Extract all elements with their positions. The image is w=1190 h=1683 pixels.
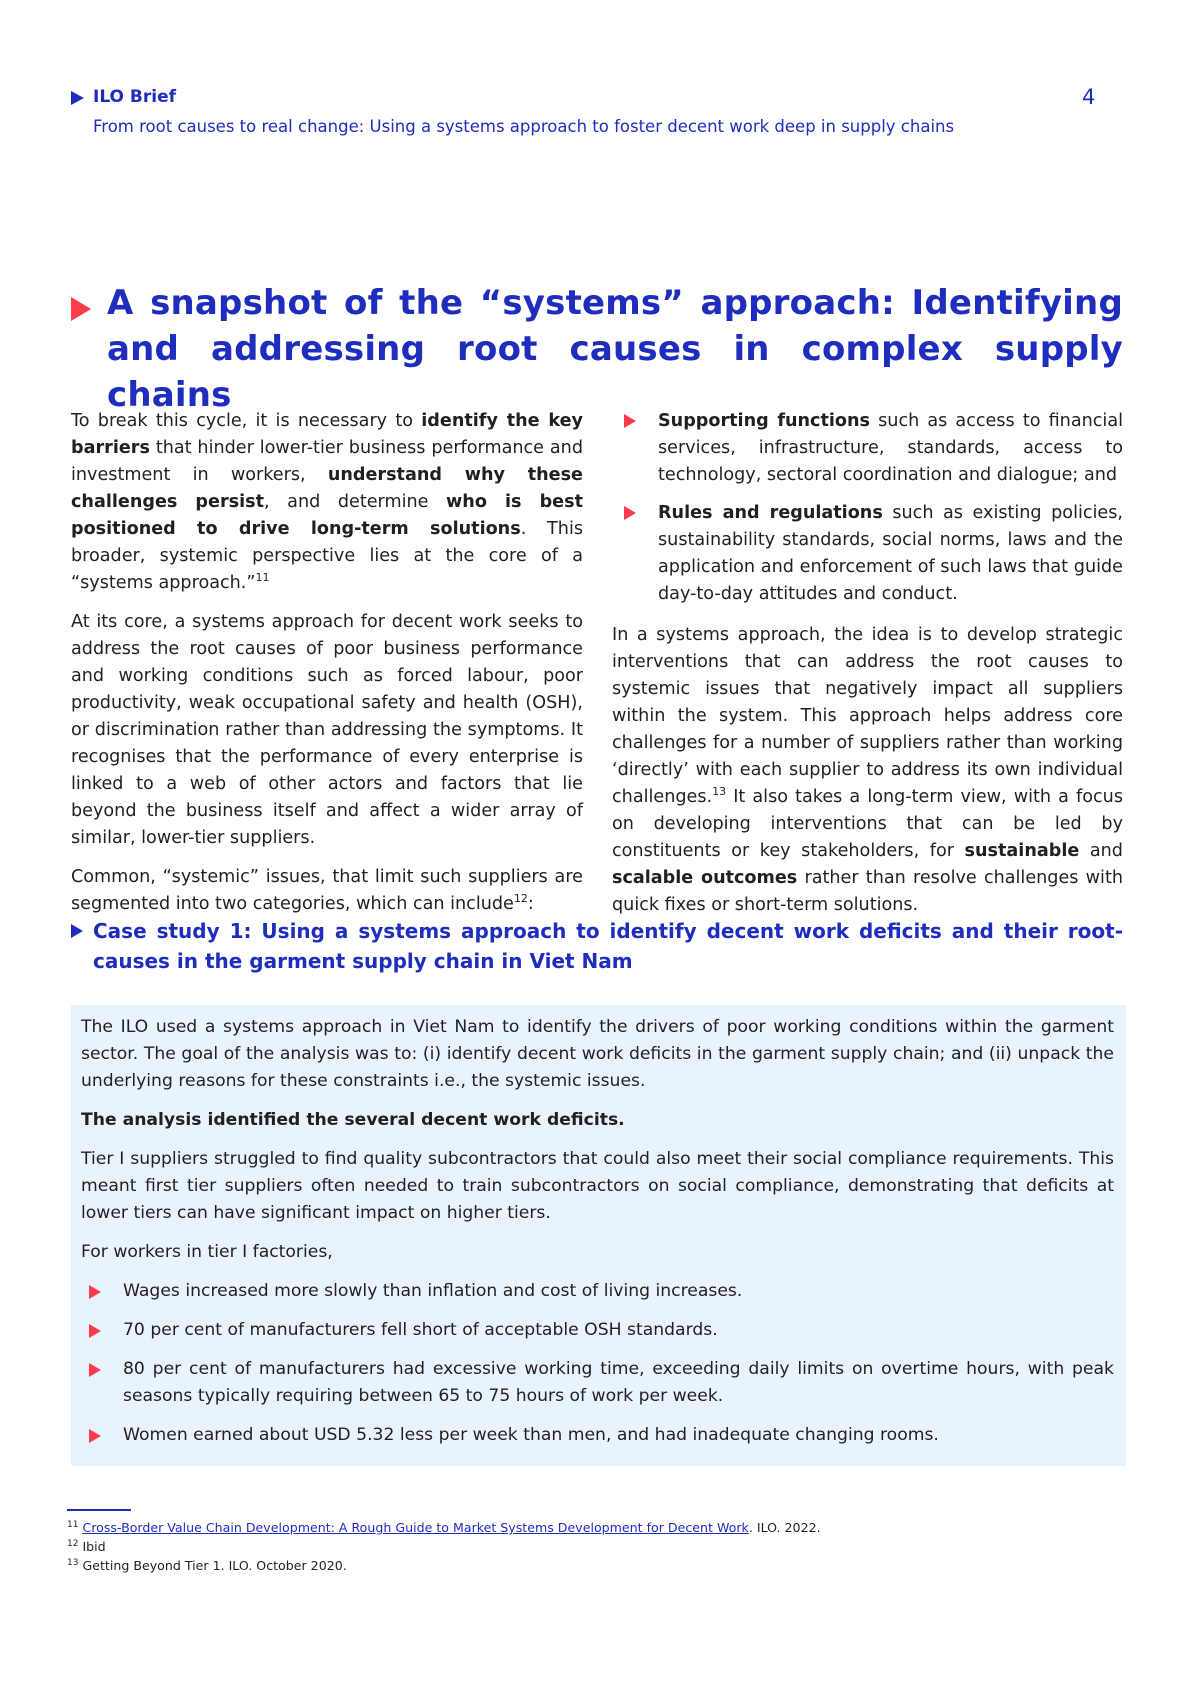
case-study-title: Case study 1: Using a systems approach to identify decent work deficits and their root-causes in the garment supply chain in Viet Nam — [93, 919, 1123, 973]
bullet-triangle-icon — [89, 1324, 101, 1338]
case-study-subheading: The analysis identified the several decent work deficits. — [81, 1110, 625, 1130]
case-study-paragraph-1: The ILO used a systems approach in Viet Nam to identify the drivers of poor working conditions within the garment sector. The goal of the analysis was to: (i) identify decent work deficits in the garment supply chain; and (ii) unpack the underlying reasons for these constraints i.e., the systemic issues. — [81, 1017, 1114, 1091]
case-study-paragraph-3: For workers in tier I factories, — [81, 1242, 333, 1262]
footnote-11: $^{11}$ Cross-Border Value Chain Development: A Rough Guide to Market Systems Development for Decent Work. ILO. 2022. — [67, 1519, 821, 1535]
bullet-triangle-icon — [624, 414, 636, 428]
footnote-ref: 11 — [255, 571, 270, 585]
left-paragraph-3: Common, “systemic” issues, that limit such suppliers are segmented into two categories, which can include$^{12}$: — [71, 867, 583, 914]
bullet-triangle-icon — [89, 1285, 101, 1299]
footnote-12: $^{12}$ Ibid — [67, 1538, 106, 1554]
list-item: Wages increased more slowly than inflation and cost of living increases. — [81, 1278, 1114, 1305]
brand-label: ILO Brief — [93, 87, 177, 107]
bullet-triangle-icon — [624, 506, 636, 520]
left-column — [71, 408, 583, 930]
footnote-ref: 13 — [712, 785, 727, 799]
left-paragraph-1: To break this cycle, it is necessary to identify the key barriers that hinder lower-tier business performance and investment in workers, understand why these challenges persist, and determine who is best positioned to drive long-term solutions. This broader, systemic perspective lies at the core of a “systems approach.”$^{11}$ — [71, 411, 584, 593]
footnotes — [67, 1518, 821, 1575]
bullet-triangle-icon — [89, 1363, 101, 1377]
right-paragraph-1: In a systems approach, the idea is to develop strategic interventions that can address the root causes to systemic issues that negatively impact all suppliers within the system. This approach helps address core challenges for a number of suppliers rather than working ‘directly’ with each supplier to address its own individual challenges.$^{13}$ It also takes a long-term view, with a focus on developing interventions that can be led by constituents or key stakeholders, for sustainable and scalable outcomes rather than resolve challenges with quick fixes or short-term solutions. — [612, 625, 1123, 915]
footnote-11-link[interactable]: Cross-Border Value Chain Development: A Rough Guide to Market Systems Development for Decent Work — [82, 1520, 749, 1535]
bullet-triangle-icon — [89, 1429, 101, 1443]
section-triangle-icon — [71, 297, 91, 321]
footnote-13: $^{13}$ Getting Beyond Tier 1. ILO. October 2020. — [67, 1557, 347, 1573]
list-item: Women earned about USD 5.32 less per week than men, and had inadequate changing rooms. — [81, 1422, 1114, 1449]
page-number: 4 — [1082, 85, 1096, 109]
list-item: 80 per cent of manufacturers had excessive working time, exceeding daily limits on overtime hours, with peak seasons typically requiring between 65 to 75 hours of work per week. — [81, 1356, 1114, 1410]
header-triangle-icon — [71, 91, 84, 105]
footnote-divider — [67, 1509, 131, 1511]
footnote-ref: 12 — [513, 892, 528, 906]
section-title: A snapshot of the “systems” approach: Identifying and addressing root causes in complex supply chains — [107, 283, 1123, 415]
case-study-paragraph-2: Tier I suppliers struggled to find quality subcontractors that could also meet their social compliance requirements. This meant first tier suppliers often needed to train subcontractors on social compliance, demonstrating that deficits at lower tiers can have significant impact on higher tiers. — [81, 1149, 1114, 1223]
document-subtitle: From root causes to real change: Using a systems approach to foster decent work deep in supply chains — [93, 117, 955, 136]
list-item: 70 per cent of manufacturers fell short of acceptable OSH standards. — [81, 1317, 1114, 1344]
list-item: Rules and regulations such as existing policies, sustainability standards, social norms, laws and the application and enforcement of such laws that guide day-to-day attitudes and conduct. — [612, 500, 1123, 608]
list-item: Supporting functions such as access to financial services, infrastructure, standards, access to technology, sectoral coordination and dialogue; and — [612, 408, 1123, 489]
left-paragraph-2: At its core, a systems approach for decent work seeks to address the root causes of poor business performance and working conditions such as forced labour, poor productivity, weak occupational safety and health (OSH), or discrimination rather than addressing the symptoms. It recognises that the performance of every enterprise is linked to a web of other actors and factors that lie beyond the business itself and affect a wider array of similar, lower-tier suppliers. — [71, 612, 583, 848]
case-study-box — [71, 1005, 1126, 1466]
case-study-triangle-icon — [71, 924, 83, 938]
right-column — [612, 408, 1123, 931]
